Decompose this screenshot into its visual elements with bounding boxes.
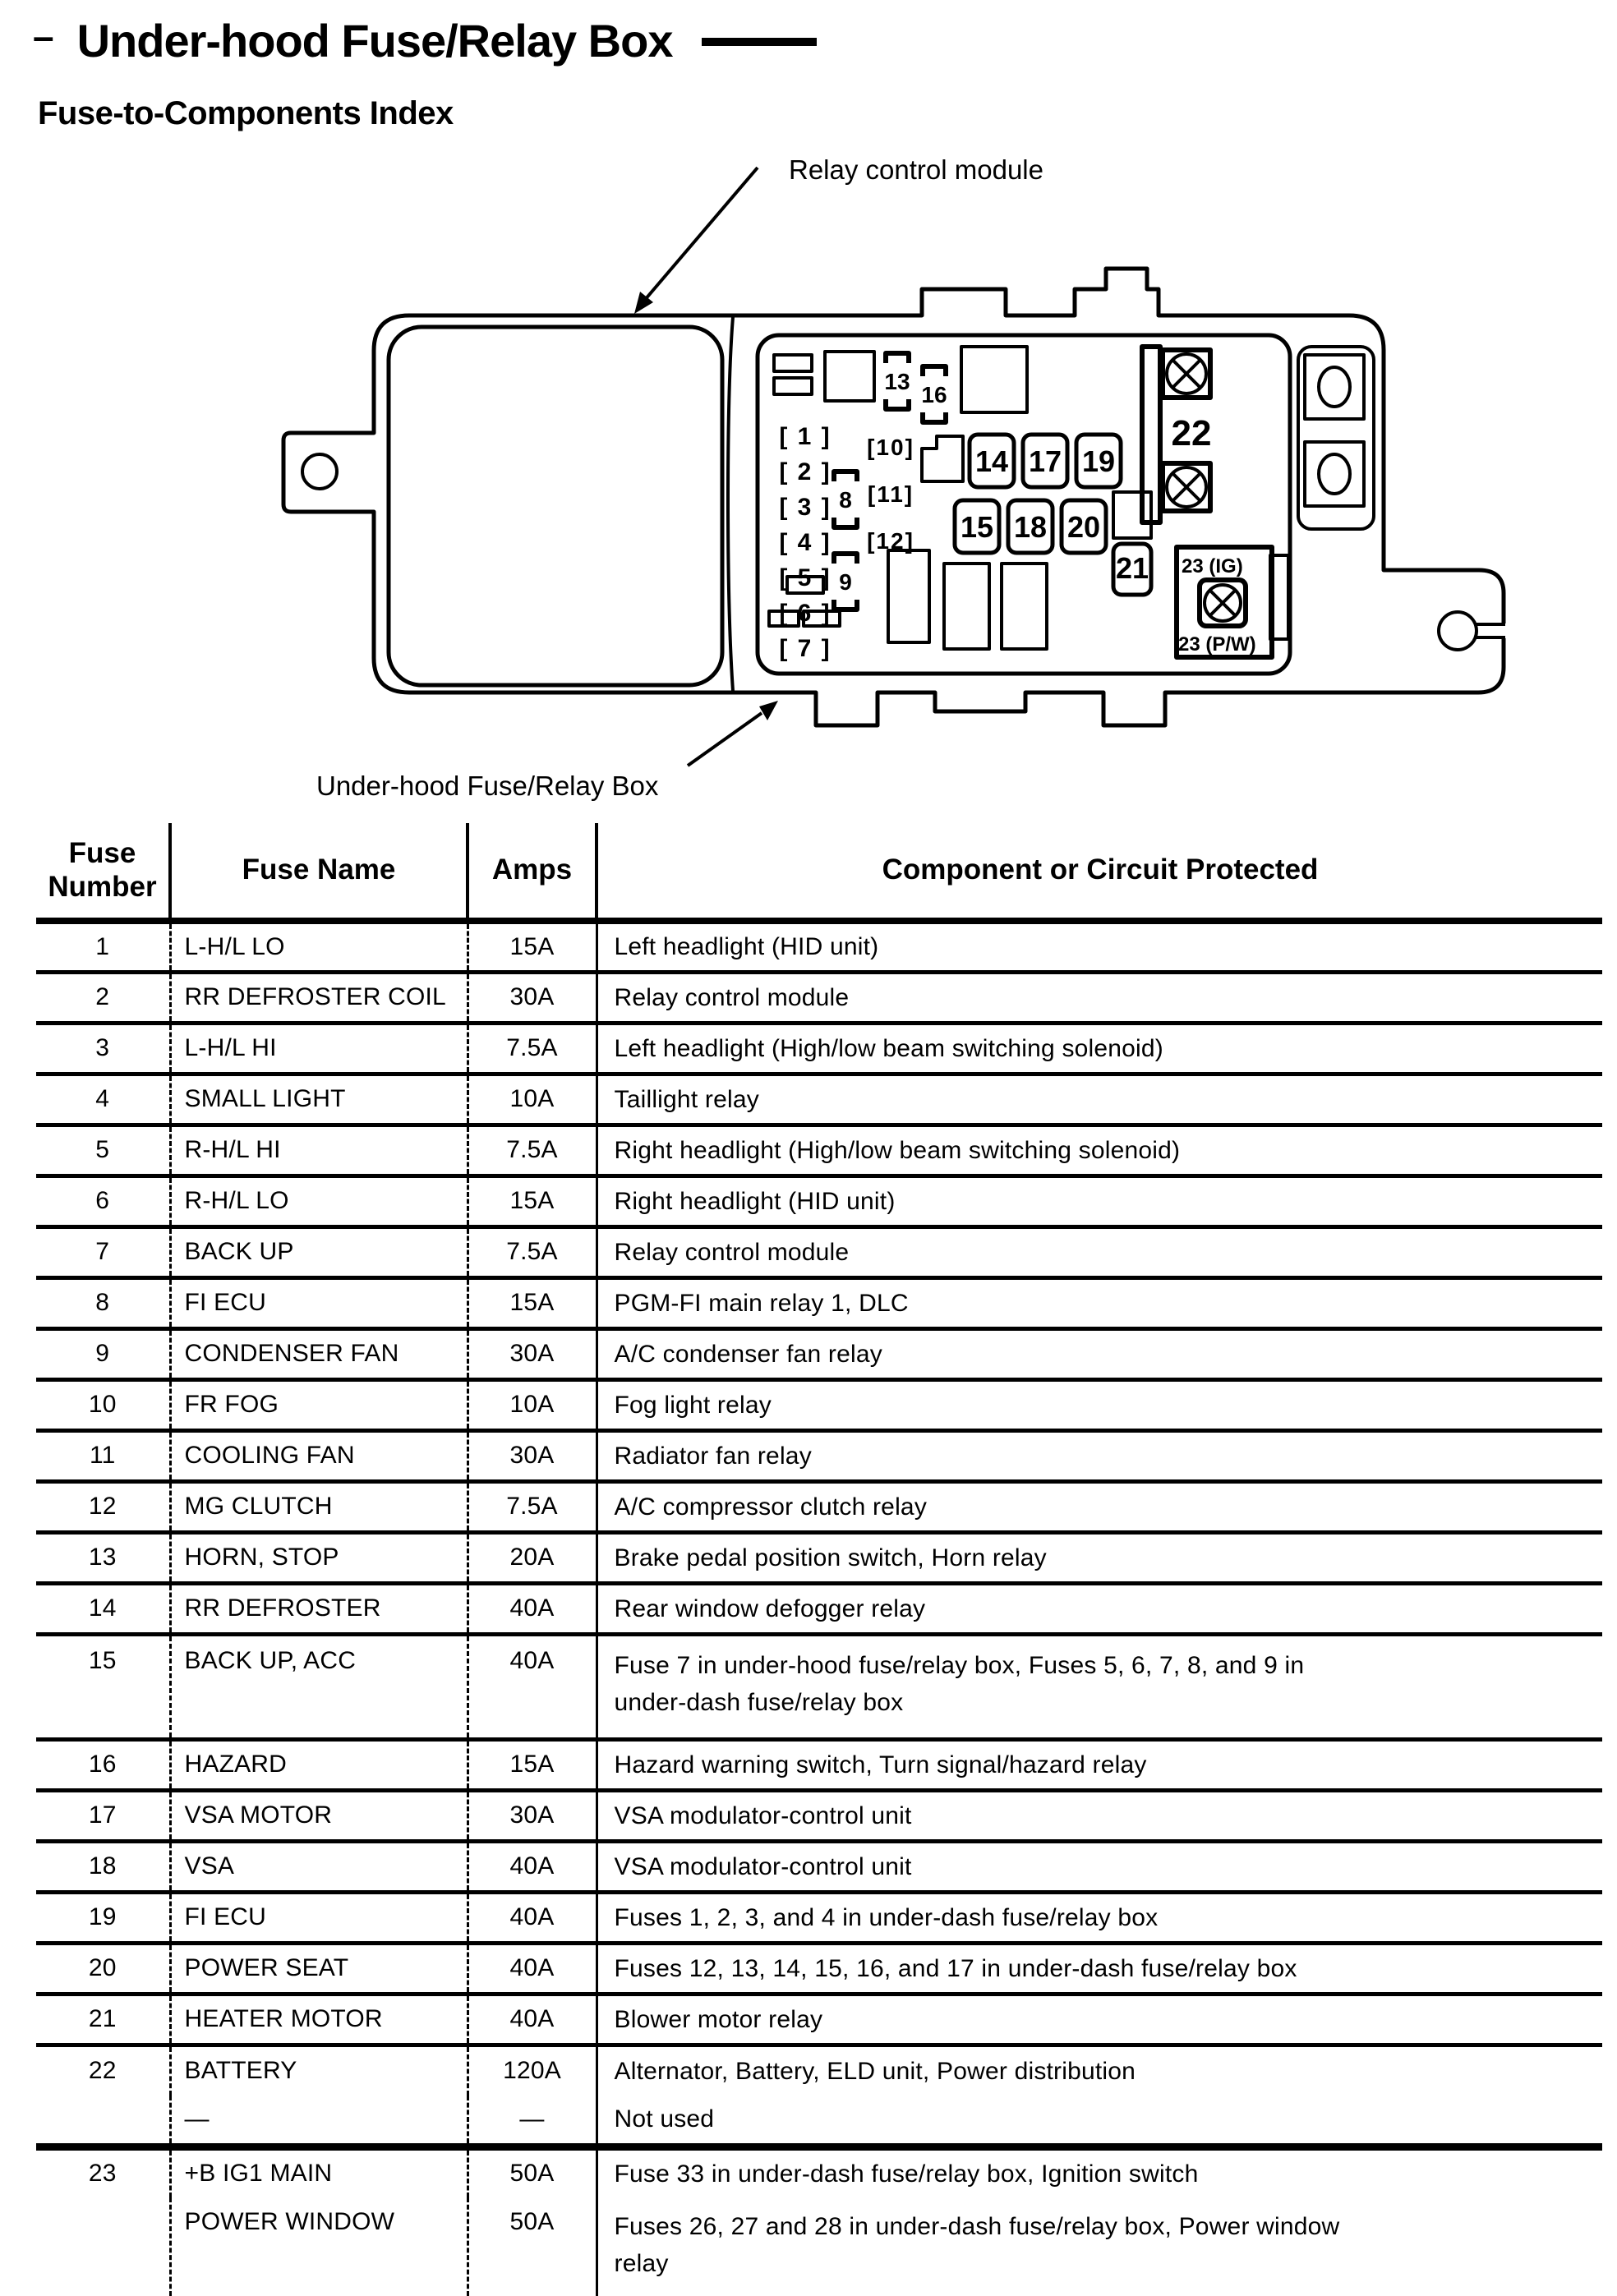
left-mount-hole <box>302 454 337 489</box>
cell-fuse-name: HEATER MOTOR <box>170 1994 468 2045</box>
cell-amps: 15A <box>468 1176 597 1226</box>
cell-component: Right headlight (High/low beam switching solenoid) <box>614 1136 1181 1164</box>
cell-fuse-number: 9 <box>36 1328 170 1379</box>
cell-fuse-number: 11 <box>36 1430 170 1481</box>
table-row <box>36 2146 1602 2197</box>
table-row <box>36 2197 1602 2296</box>
bolt-x-mark <box>1173 474 1200 500</box>
table-row <box>36 1226 1602 1277</box>
table-row <box>36 2045 1602 2096</box>
slot12-label: [12] <box>867 528 914 554</box>
table-row <box>36 972 1602 1023</box>
cell-amps: 40A <box>468 1634 597 1739</box>
cell-fuse-name: COOLING FAN <box>170 1430 468 1481</box>
bottom-arrow-line <box>688 713 762 766</box>
cell-fuse-number: 17 <box>36 1790 170 1841</box>
cell-amps: 40A <box>468 1841 597 1892</box>
cell-fuse-name: CONDENSER FAN <box>170 1328 468 1379</box>
cell-fuse-number: 21 <box>36 1994 170 2045</box>
table-row <box>36 1841 1602 1892</box>
slot1-label: [ 1 ] <box>779 423 832 450</box>
diagram-top-label: Relay control module <box>789 154 1043 185</box>
slot10-label: [10] <box>867 435 914 460</box>
cell-fuse-number <box>36 2197 170 2296</box>
notched-component <box>922 436 963 481</box>
cell-component: Rear window defogger relay <box>614 1594 926 1622</box>
relay-21-label: 21 <box>1115 551 1149 585</box>
table-row <box>36 1125 1602 1176</box>
table-row <box>36 2096 1602 2146</box>
cell-fuse-name: HAZARD <box>170 1739 468 1790</box>
cell-amps: 15A <box>468 921 597 972</box>
cell-component: VSA modulator-control unit <box>614 1852 912 1880</box>
cell-fuse-number: 13 <box>36 1532 170 1583</box>
cell-fuse-name: R-H/L LO <box>170 1176 468 1226</box>
cell-fuse-name: +B IG1 MAIN <box>170 2146 468 2197</box>
cell-fuse-number: 23 <box>36 2146 170 2197</box>
cell-fuse-name: FI ECU <box>170 1277 468 1328</box>
bolt-square-top <box>1305 355 1364 419</box>
cell-component: Fuse 7 in under-hood fuse/relay box, Fuses 5, 6, 7, 8, and 9 in under-dash fuse/relay box <box>614 1651 1305 1716</box>
cell-amps: 40A <box>468 1583 597 1634</box>
terminal-22-label: 22 <box>1171 413 1212 453</box>
table-row <box>36 1943 1602 1994</box>
table-row <box>36 1739 1602 1790</box>
cell-amps: 7.5A <box>468 1226 597 1277</box>
cell-fuse-name: L-H/L HI <box>170 1023 468 1074</box>
cell-fuse-name: POWER WINDOW <box>170 2197 468 2296</box>
cell-amps: 10A <box>468 1379 597 1430</box>
slot13-label: 13 <box>884 369 910 394</box>
cell-amps: 30A <box>468 1328 597 1379</box>
table-row <box>36 921 1602 972</box>
bolt-circle-bottom <box>1319 454 1350 494</box>
cell-fuse-name: L-H/L LO <box>170 921 468 972</box>
cell-amps: 50A <box>468 2146 597 2197</box>
connector-rect <box>774 378 812 394</box>
cell-amps: 30A <box>468 972 597 1023</box>
cell-fuse-name: R-H/L HI <box>170 1125 468 1176</box>
blank-block <box>944 564 989 649</box>
relay-20-label: 20 <box>1066 510 1101 544</box>
table-row <box>36 1532 1602 1583</box>
slot11-label: [11] <box>867 481 914 507</box>
cell-fuse-number: 7 <box>36 1226 170 1277</box>
slot5-label: [ 5 ] <box>779 564 832 591</box>
blank-block <box>888 550 929 642</box>
relay-19-label: 19 <box>1081 444 1116 478</box>
cell-fuse-number: 22 <box>36 2045 170 2096</box>
right-mount-hole <box>1439 612 1476 650</box>
header-fuse-name: Fuse Name <box>170 823 468 921</box>
cell-component: Relay control module <box>614 983 850 1011</box>
cell-amps: 50A <box>468 2197 597 2296</box>
cell-component: Not used <box>614 2105 715 2133</box>
cell-component: VSA modulator-control unit <box>614 1801 912 1829</box>
cell-fuse-number: 15 <box>36 1634 170 1739</box>
cell-fuse-number: 14 <box>36 1583 170 1634</box>
cell-fuse-number: 12 <box>36 1481 170 1532</box>
relay-17-label: 17 <box>1028 444 1062 478</box>
table-row <box>36 1481 1602 1532</box>
cell-amps: — <box>468 2096 597 2146</box>
cell-fuse-name: SMALL LIGHT <box>170 1074 468 1125</box>
header-component: Component or Circuit Protected <box>882 854 1319 886</box>
table-row <box>36 1328 1602 1379</box>
cell-amps: 40A <box>468 1892 597 1943</box>
blank-square <box>1113 492 1151 538</box>
relay-module-cover <box>389 327 722 685</box>
title-rule <box>702 38 817 46</box>
table-row <box>36 1430 1602 1481</box>
table-row <box>36 1634 1602 1739</box>
cell-component: A/C condenser fan relay <box>614 1340 882 1368</box>
cell-fuse-number: 2 <box>36 972 170 1023</box>
fuse-table <box>36 823 1602 2296</box>
relay-14-label: 14 <box>974 444 1009 478</box>
table-header-row <box>36 823 1602 921</box>
cell-fuse-name: BATTERY <box>170 2045 468 2096</box>
connector-rect <box>774 355 812 371</box>
bolt-square-bottom <box>1305 442 1364 506</box>
slot16-label: 16 <box>921 382 947 407</box>
header-amps: Amps <box>468 823 597 921</box>
title-dash: – <box>33 15 54 58</box>
table-row <box>36 1277 1602 1328</box>
bolt-x-mark <box>1210 591 1235 615</box>
cell-fuse-name: FR FOG <box>170 1379 468 1430</box>
bolt-x-mark <box>1173 361 1200 387</box>
table-row <box>36 1176 1602 1226</box>
cell-fuse-name: BACK UP <box>170 1226 468 1277</box>
cell-component: Left headlight (HID unit) <box>614 933 879 961</box>
cell-component: Fog light relay <box>614 1391 772 1419</box>
cell-fuse-name: — <box>170 2096 468 2146</box>
cell-component: Alternator, Battery, ELD unit, Power distribution <box>614 2057 1136 2085</box>
table-row <box>36 1379 1602 1430</box>
cell-fuse-number: 8 <box>36 1277 170 1328</box>
top-arrow-line <box>644 168 758 301</box>
fuse-box-diagram <box>240 120 1538 826</box>
cell-component: Brake pedal position switch, Horn relay <box>614 1544 1047 1571</box>
blank-block <box>1002 564 1047 649</box>
cell-fuse-name: MG CLUTCH <box>170 1481 468 1532</box>
titlebar <box>33 15 817 67</box>
cell-component: Fuses 26, 27 and 28 in under-dash fuse/relay box, Power window relay <box>614 2213 1340 2277</box>
slot4-label: [ 4 ] <box>779 529 832 556</box>
table-row <box>36 1023 1602 1074</box>
cell-fuse-number: 10 <box>36 1379 170 1430</box>
bottom-arrow-head <box>759 701 778 720</box>
cell-amps: 7.5A <box>468 1125 597 1176</box>
cell-fuse-number: 4 <box>36 1074 170 1125</box>
cell-fuse-number: 18 <box>36 1841 170 1892</box>
cell-fuse-name: VSA <box>170 1841 468 1892</box>
cell-component: Blower motor relay <box>614 2005 823 2033</box>
cell-component: Right headlight (HID unit) <box>614 1187 896 1215</box>
cell-fuse-number <box>36 2096 170 2146</box>
cell-fuse-number: 5 <box>36 1125 170 1176</box>
cell-component: Hazard warning switch, Turn signal/hazard relay <box>614 1751 1147 1778</box>
cell-fuse-number: 6 <box>36 1176 170 1226</box>
terminal-23pw-label: 23 (P/W) <box>1178 633 1256 656</box>
slot9-label: 9 <box>839 569 852 595</box>
cell-amps: 30A <box>468 1790 597 1841</box>
terminal-23ig-label: 23 (IG) <box>1182 555 1243 577</box>
cell-fuse-name: VSA MOTOR <box>170 1790 468 1841</box>
cell-amps: 30A <box>468 1430 597 1481</box>
cell-amps: 120A <box>468 2045 597 2096</box>
cell-component: Fuse 33 in under-dash fuse/relay box, Ignition switch <box>614 2160 1199 2188</box>
slot2-label: [ 2 ] <box>779 458 832 485</box>
cell-component: A/C compressor clutch relay <box>614 1493 928 1521</box>
table-row <box>36 1892 1602 1943</box>
cell-fuse-name: RR DEFROSTER COIL <box>170 972 468 1023</box>
relay-18-label: 18 <box>1013 510 1048 544</box>
cell-component: Relay control module <box>614 1238 850 1266</box>
fuse-table-body <box>36 921 1602 2296</box>
table-row <box>36 1994 1602 2045</box>
cell-fuse-name: HORN, STOP <box>170 1532 468 1583</box>
cell-amps: 7.5A <box>468 1023 597 1074</box>
cell-amps: 15A <box>468 1277 597 1328</box>
cell-amps: 40A <box>468 1994 597 2045</box>
bolt-circle-top <box>1319 367 1350 407</box>
subtitle: Fuse-to-Components Index <box>38 95 454 131</box>
header-fuse-number: Fuse Number <box>36 823 170 921</box>
cover-box-divider <box>728 317 733 691</box>
slot6-label: [ 6 ] <box>779 600 832 627</box>
cell-amps: 7.5A <box>468 1481 597 1532</box>
cell-component: Fuses 1, 2, 3, and 4 in under-dash fuse/relay box <box>614 1903 1159 1931</box>
cell-fuse-name: FI ECU <box>170 1892 468 1943</box>
cell-fuse-number: 3 <box>36 1023 170 1074</box>
relay-square-b <box>961 347 1027 412</box>
cell-fuse-name: RR DEFROSTER <box>170 1583 468 1634</box>
cell-component: Left headlight (High/low beam switching solenoid) <box>614 1034 1163 1062</box>
cell-fuse-number: 19 <box>36 1892 170 1943</box>
cell-amps: 20A <box>468 1532 597 1583</box>
slot8-label: 8 <box>839 487 852 513</box>
cell-fuse-name: POWER SEAT <box>170 1943 468 1994</box>
relay-15-label: 15 <box>960 510 994 544</box>
cell-component: Fuses 12, 13, 14, 15, 16, and 17 in under-dash fuse/relay box <box>614 1954 1297 1982</box>
diagram-bottom-label: Under-hood Fuse/Relay Box <box>316 771 659 801</box>
table-row <box>36 1583 1602 1634</box>
cell-fuse-name: BACK UP, ACC <box>170 1634 468 1739</box>
cell-component: Taillight relay <box>614 1085 759 1113</box>
page-title: Under-hood Fuse/Relay Box <box>76 15 673 67</box>
table-row <box>36 1790 1602 1841</box>
slot3-label: [ 3 ] <box>779 494 832 521</box>
cell-amps: 15A <box>468 1739 597 1790</box>
cell-amps: 40A <box>468 1943 597 1994</box>
cell-fuse-number: 20 <box>36 1943 170 1994</box>
cell-fuse-number: 1 <box>36 921 170 972</box>
relay-square-a <box>825 352 874 401</box>
table-row <box>36 1074 1602 1125</box>
cell-amps: 10A <box>468 1074 597 1125</box>
slot7-label: [ 7 ] <box>779 635 832 662</box>
cell-fuse-number: 16 <box>36 1739 170 1790</box>
cell-component: Radiator fan relay <box>614 1442 812 1470</box>
cell-component: PGM-FI main relay 1, DLC <box>614 1289 909 1317</box>
